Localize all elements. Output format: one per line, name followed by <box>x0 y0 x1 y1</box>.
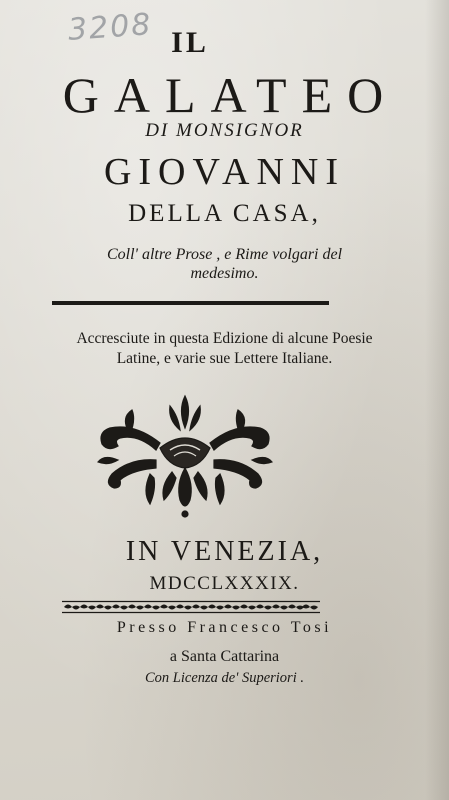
edition-note-line-1: Accresciute in questa Edizione di alcune Poesie <box>76 330 373 347</box>
author-prefix: DI MONSIGNOR <box>145 120 304 141</box>
pencil-shelfmark: 3208 <box>66 7 154 48</box>
decorative-band-icon <box>62 600 320 614</box>
imprint-location: a Santa Cattarina <box>169 648 280 665</box>
imprint-place: IN VENEZIA, <box>125 536 324 567</box>
subtitle-line-2: medesimo. <box>190 265 259 282</box>
edition-note-line-2: Latine, e varie sue Lettere Italiane. <box>116 350 333 367</box>
author-first-name: GIOVANNI <box>103 151 346 193</box>
title-article: IL <box>171 26 209 59</box>
imprint-publisher: Presso Francesco Tosi <box>116 619 333 636</box>
subtitle-line-1: Coll' altre Prose , e Rime volgari del <box>106 246 343 263</box>
horizontal-rule <box>52 301 329 305</box>
imprint-year: MDCCLXXXIX. <box>149 573 300 594</box>
imprint-license: Con Licenza de' Superiori . <box>145 670 304 686</box>
floral-ornament-icon <box>90 388 280 518</box>
author-last-name: DELLA CASA, <box>128 200 321 227</box>
main-title: GALATEO <box>62 67 399 123</box>
